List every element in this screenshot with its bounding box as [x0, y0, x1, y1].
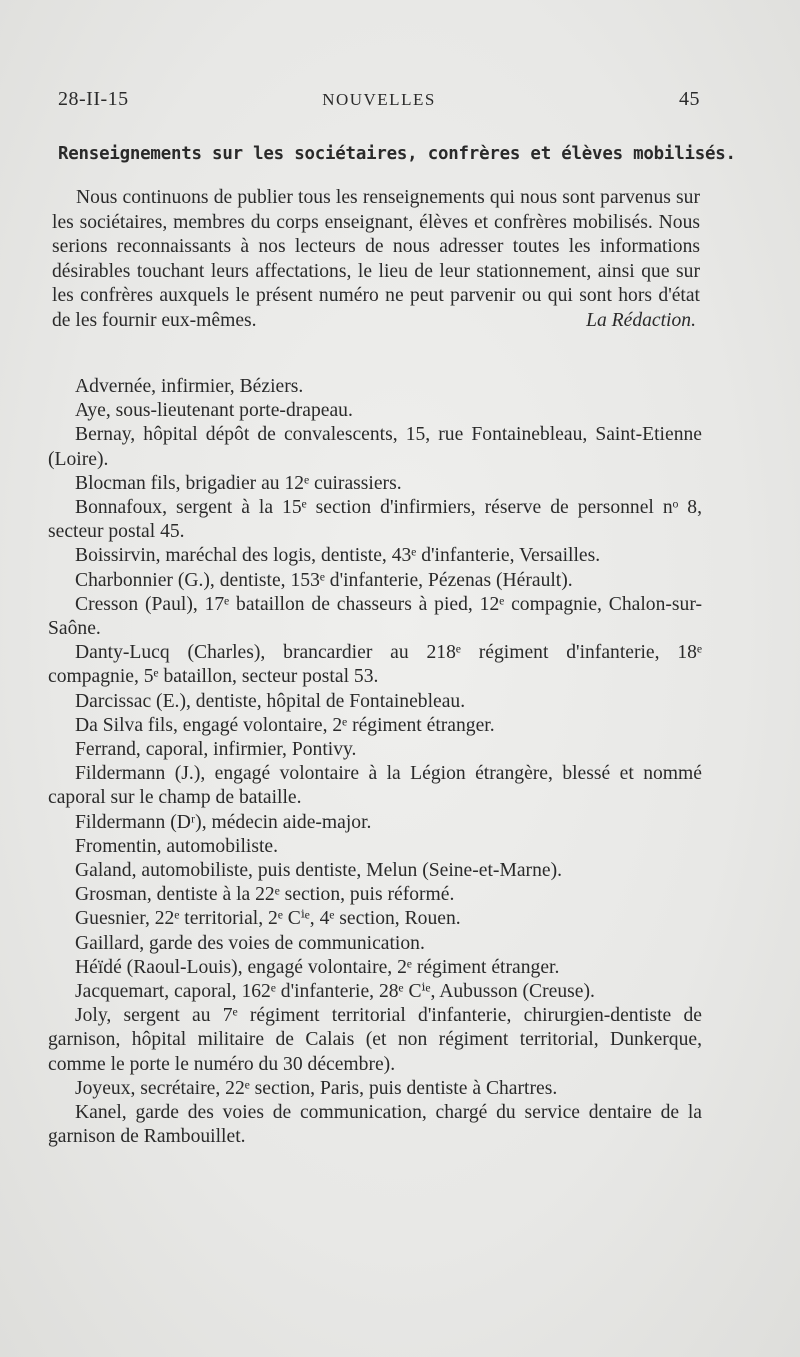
list-item: Da Silva fils, engagé volontaire, 2ᵉ régiment étranger.	[75, 714, 495, 736]
list-item: Guesnier, 22ᵉ territorial, 2ᵉ Cⁱᵉ, 4ᵉ section, Rouen.	[75, 908, 461, 930]
list-item: Grosman, dentiste à la 22ᵉ section, puis réformé.	[75, 884, 455, 906]
list-item: Jacquemart, caporal, 162ᵉ d'infanterie, 28ᵉ Cⁱᵉ, Aubusson (Creuse).	[75, 981, 595, 1003]
list-item: Joly, sergent au 7ᵉ régiment territorial d'infanterie, chirurgien-dentiste de garnison, hôpital militaire de Calais (et non régiment territorial, Dunkerque, comme le porte le numéro du 30 décembre).	[48, 1005, 702, 1075]
list-item: Danty-Lucq (Charles), brancardier au 218ᵉ régiment d'infanterie, 18ᵉ compagnie, 5ᵉ bataillon, secteur postal 53.	[48, 642, 702, 688]
list-item: Darcissac (E.), dentiste, hôpital de Fontainebleau.	[75, 690, 466, 712]
list-item: Advernée, infirmier, Béziers.	[75, 376, 304, 397]
list-item: Ferrand, caporal, infirmier, Pontivy.	[75, 739, 357, 761]
page-number: 45	[679, 88, 700, 110]
list-item: Galand, automobiliste, puis dentiste, Melun (Seine-et-Marne).	[75, 860, 563, 882]
intro-text: Nous continuons de publier tous les renseignements qui nous sont parvenus sur les sociétaires, membres du corps enseignant, élèves et confrères mobilisés. Nous serions reconnaissants à nos lecteurs de nous adresser toutes les informations désirables touchant leurs affectations, le lieu de leur stationnement, ainsi que sur les confrères auxquels le présent numéro ne peut parvenir ou qui sont hors d'état de les fournir eux-mêmes.	[52, 187, 700, 331]
page-header	[58, 88, 700, 116]
section-title: NOUVELLES	[322, 90, 436, 109]
list-item: Cresson (Paul), 17ᵉ bataillon de chasseurs à pied, 12ᵉ compagnie, Chalon-sur-Saône.	[48, 593, 702, 640]
list-item: Kanel, garde des voies de communication, chargé du service dentaire de la garnison de Rambouillet.	[48, 1102, 702, 1148]
list-item: Bonnafoux, sergent à la 15ᵉ section d'infirmiers, réserve de personnel nᵒ 8, secteur postal 45.	[48, 497, 702, 543]
list-item: Charbonnier (G.), dentiste, 153ᵉ d'infanterie, Pézenas (Hérault).	[75, 569, 573, 591]
list-item: Fildermann (Dʳ), médecin aide-major.	[75, 811, 372, 833]
mobilized-list	[48, 375, 702, 1150]
list-item: Joyeux, secrétaire, 22ᵉ section, Paris, puis dentiste à Chartres.	[75, 1077, 558, 1099]
list-item: Héïdé (Raoul-Louis), engagé volontaire, 2ᵉ régiment étranger.	[75, 956, 560, 978]
list-item: Fildermann (J.), engagé volontaire à la Légion étrangère, blessé et nommé caporal sur le champ de bataille.	[48, 763, 702, 809]
list-item: Fromentin, automobiliste.	[75, 835, 278, 857]
list-item: Bernay, hôpital dépôt de convalescents, 15, rue Fontainebleau, Saint-Etienne (Loire).	[48, 424, 702, 470]
intro-paragraph	[52, 186, 700, 333]
editorial-signature: La Rédaction.	[586, 309, 696, 331]
list-item: Boissirvin, maréchal des logis, dentiste, 43ᵉ d'infanterie, Versailles.	[75, 545, 601, 567]
issue-date: 28-II-15	[58, 88, 129, 110]
list-item: Blocman fils, brigadier au 12ᵉ cuirassiers.	[75, 472, 402, 494]
article-heading: Renseignements sur les sociétaires, confrères et élèves mobilisés.	[58, 144, 736, 164]
list-item: Gaillard, garde des voies de communication.	[75, 932, 425, 954]
list-item: Aye, sous-lieutenant porte-drapeau.	[75, 400, 353, 422]
